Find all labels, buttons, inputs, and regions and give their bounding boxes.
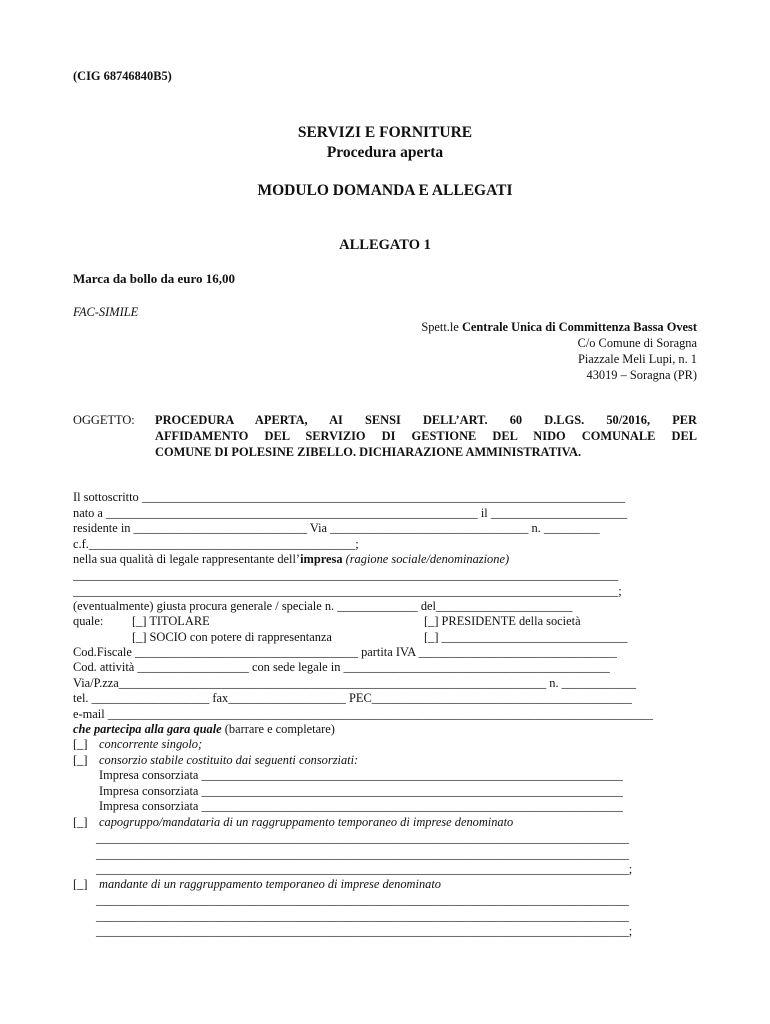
field-impresa-consorziata-3[interactable]: Impresa consorziata ____________________________________________________________________ xyxy=(99,799,623,813)
cig-code: (CIG 68746840B5) xyxy=(73,69,172,83)
field-ragione-sociale-1[interactable]: ________________________________________________________________________________________ xyxy=(73,568,619,582)
address-line-2: C/o Comune di Soragna xyxy=(577,336,697,350)
label-capogruppo: capogruppo/mandataria di un raggruppamento temporaneo di imprese denominato xyxy=(99,815,514,829)
label-concorrente-singolo: concorrente singolo; xyxy=(99,737,203,751)
field-tel-fax-pec[interactable]: tel. ___________________ fax___________________ PEC__________________________________________ xyxy=(73,691,632,705)
field-mandante-3[interactable]: ______________________________________________________________________________________; xyxy=(96,924,633,938)
field-capogruppo-1[interactable]: ______________________________________________________________________________________ xyxy=(96,831,629,845)
checkbox-consorzio-stabile[interactable]: [_] xyxy=(73,753,88,767)
oggetto-line-2: AFFIDAMENTO DEL SERVIZIO DI GESTIONE DEL NIDO COMUNALE DEL xyxy=(155,429,697,443)
qualita-line: nella sua qualità di legale rappresentante dell’impresa (ragione sociale/denominazione) xyxy=(73,552,510,566)
field-procura[interactable]: (eventualmente) giusta procura generale / speciale n. _____________ del______________________ xyxy=(73,599,573,613)
checkbox-titolare[interactable]: [_] TITOLARE xyxy=(132,614,210,628)
oggetto-line-3: COMUNE DI POLESINE ZIBELLO. DICHIARAZIONE AMMINISTRATIVA. xyxy=(155,445,582,459)
field-impresa-consorziata-1[interactable]: Impresa consorziata ____________________________________________________________________ xyxy=(99,768,623,782)
oggetto-label: OGGETTO: xyxy=(73,413,135,427)
field-capogruppo-3[interactable]: ______________________________________________________________________________________; xyxy=(96,862,633,876)
field-sottoscritto[interactable]: Il sottoscritto ______________________________________________________________________________ xyxy=(73,490,626,504)
field-capogruppo-2[interactable]: ______________________________________________________________________________________ xyxy=(96,847,629,861)
field-cod-attivita[interactable]: Cod. attività __________________ con sede legale in ___________________________________________ xyxy=(73,660,610,674)
checkbox-concorrente-singolo[interactable]: [_] xyxy=(73,737,88,751)
field-email[interactable]: e-mail ________________________________________________________________________________________ xyxy=(73,707,653,721)
label-consorzio-stabile: consorzio stabile costituito dai seguenti consorziati: xyxy=(99,753,359,767)
checkbox-capogruppo[interactable]: [_] xyxy=(73,815,88,829)
oggetto-line-1: PROCEDURA APERTA, AI SENSI DELL’ART. 60 D.LGS. 50/2016, PER xyxy=(155,413,697,427)
address-line-1: Spett.le Centrale Unica di Committenza Bassa Ovest xyxy=(421,320,697,334)
checkbox-mandante[interactable]: [_] xyxy=(73,877,88,891)
checkbox-presidente[interactable]: [_] PRESIDENTE della società xyxy=(424,614,581,628)
field-mandante-1[interactable]: ______________________________________________________________________________________ xyxy=(96,893,629,907)
field-codice-fiscale[interactable]: c.f.___________________________________________; xyxy=(73,537,359,551)
marca-da-bollo: Marca da bollo da euro 16,00 xyxy=(73,271,236,286)
title-procedura: Procedura aperta xyxy=(326,144,444,161)
checkbox-socio[interactable]: [_] SOCIO con potere di rappresentanza xyxy=(132,630,332,644)
field-residente[interactable]: residente in ____________________________ Via ________________________________ n. _________ xyxy=(73,521,600,535)
field-nato-a[interactable]: nato a ____________________________________________________________ il ______________________ xyxy=(73,506,628,520)
field-cod-fiscale-piva[interactable]: Cod.Fiscale ____________________________________ partita IVA ________________________________ xyxy=(73,645,617,659)
checkbox-altro[interactable]: [_] ______________________________ xyxy=(424,630,628,644)
title-allegato: ALLEGATO 1 xyxy=(339,237,431,253)
quale-label: quale: xyxy=(73,614,104,628)
partecipa-heading: che partecipa alla gara quale (barrare e completare) xyxy=(73,722,335,736)
field-ragione-sociale-2[interactable]: ________________________________________________________________________________________; xyxy=(73,584,622,598)
address-line-4: 43019 – Soragna (PR) xyxy=(586,368,697,382)
field-mandante-2[interactable]: ______________________________________________________________________________________ xyxy=(96,909,629,923)
label-mandante: mandante di un raggruppamento temporaneo di imprese denominato xyxy=(99,877,441,891)
fac-simile: FAC-SIMILE xyxy=(73,305,139,319)
title-servizi: SERVIZI E FORNITURE xyxy=(297,124,473,141)
field-via-piazza[interactable]: Via/P.zza_____________________________________________________________________ n. ____________ xyxy=(73,676,637,690)
field-impresa-consorziata-2[interactable]: Impresa consorziata ____________________________________________________________________ xyxy=(99,784,623,798)
title-modulo: MODULO DOMANDA E ALLEGATI xyxy=(257,182,513,199)
address-line-3: Piazzale Meli Lupi, n. 1 xyxy=(577,352,697,366)
